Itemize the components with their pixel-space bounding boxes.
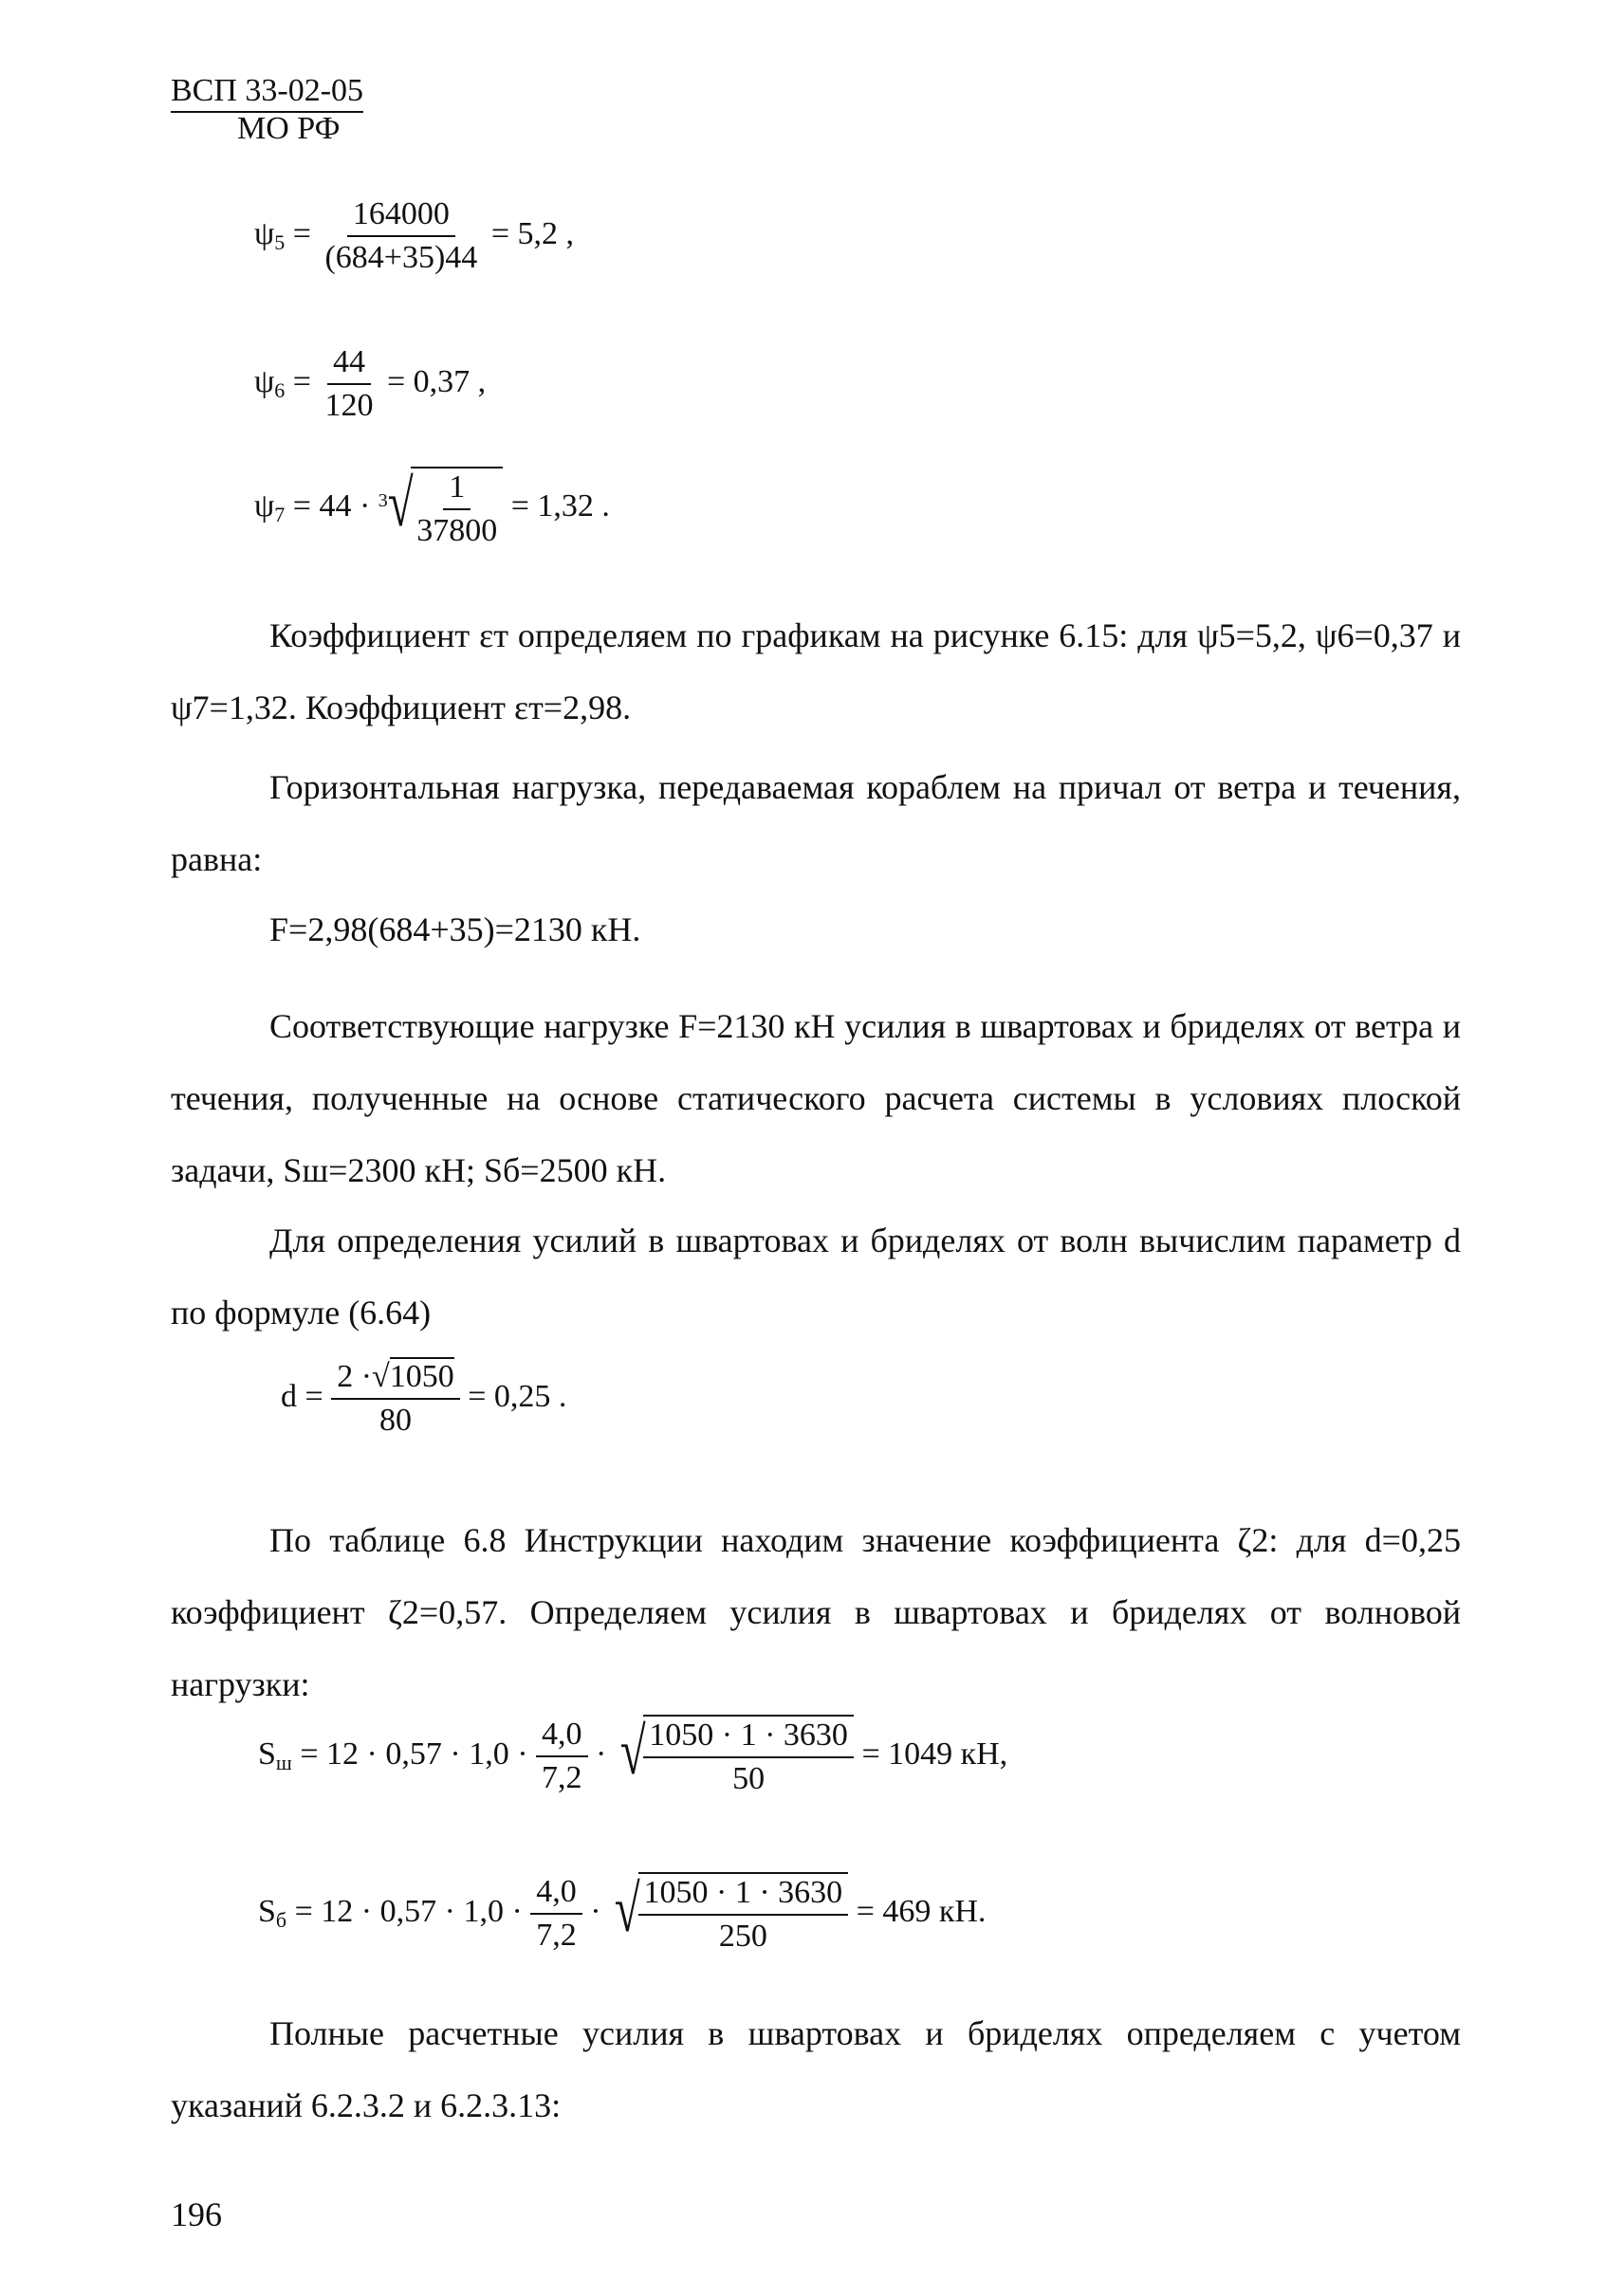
paragraph-parameter-d: Для определения усилий в швартовах и бриделях от волн вычислим параметр d по формуле (6.64) bbox=[171, 1221, 1461, 1332]
subscript: 5 bbox=[274, 230, 286, 254]
denominator: 250 bbox=[718, 1919, 767, 1954]
numerator: 4,0 bbox=[536, 1716, 588, 1757]
multiplication-dot: · bbox=[590, 1893, 601, 1929]
result: = 1049 кН, bbox=[861, 1736, 1008, 1772]
radical-sign: √ bbox=[614, 1873, 640, 1946]
equation-psi7 bbox=[254, 467, 610, 550]
denominator: 50 bbox=[732, 1761, 766, 1796]
formula-F: F=2,98(684+35)=2130 кН. bbox=[269, 910, 641, 948]
psi-symbol: ψ bbox=[254, 487, 275, 523]
result: = 1,32 . bbox=[510, 487, 610, 523]
numerator: 44 bbox=[327, 343, 371, 385]
equation-psi5: $\psi_5$ = $\frac{164000}{(684+35)44}$ = 5,2 , bbox=[254, 196, 574, 275]
subscript: 6 bbox=[274, 377, 286, 402]
numerator: 1 bbox=[443, 468, 471, 510]
psi-symbol: ψ bbox=[254, 215, 275, 251]
fraction bbox=[319, 343, 378, 425]
fraction bbox=[638, 1874, 849, 1956]
equation-S-b bbox=[258, 1872, 986, 1956]
equation-d bbox=[281, 1358, 566, 1440]
d-label: d = bbox=[281, 1378, 323, 1414]
multiplication-dot: · bbox=[596, 1736, 607, 1772]
equation-psi6: $\psi_6$ = $\frac{44}{120}$ = 0,37 , bbox=[254, 344, 487, 423]
result: = 469 кН. bbox=[856, 1893, 987, 1929]
result: = 0,37 , bbox=[386, 363, 487, 399]
paragraph-horizontal-load: Горизонтальная нагрузка, передаваемая кораблем на причал от ветра и течения, равна: bbox=[171, 768, 1461, 878]
subscript: ш bbox=[275, 1750, 292, 1774]
subscript: б bbox=[275, 1907, 287, 1932]
numerator-coefficient: 2 · bbox=[337, 1359, 373, 1394]
square-root bbox=[609, 1872, 848, 1956]
fraction bbox=[536, 1716, 588, 1797]
fraction bbox=[319, 195, 483, 277]
denominator: 7,2 bbox=[536, 1918, 577, 1953]
paragraph-forces: Соответствующие нагрузке F=2130 кН усилия в швартовах и бриделях от ветра и течения, полученные на основе статического расчета системы в условиях плоской задачи, Sш=2300 кН; Sб=2500 кН. bbox=[171, 1007, 1461, 1189]
square-root bbox=[615, 1715, 854, 1798]
result: = 5,2 , bbox=[490, 215, 574, 251]
paragraph-zeta: По таблице 6.8 Инструкции находим значение коэффициента ζ2: для d=0,25 коэффициент ζ2=0,57. Определяем усилия в швартовах и бриделях от волновой нагрузки: bbox=[171, 1521, 1461, 1703]
cube-root bbox=[378, 467, 503, 550]
S-symbol: S bbox=[258, 1736, 276, 1772]
radical-sign: √ bbox=[372, 1359, 390, 1394]
page-number: 196 bbox=[171, 2195, 222, 2233]
result: = 0,25 . bbox=[468, 1378, 567, 1414]
radicand: 1050 bbox=[389, 1359, 454, 1394]
fraction bbox=[331, 1358, 460, 1440]
paragraph-coefficient: Коэффициент εт определяем по графикам на рисунке 6.15: для ψ5=5,2, ψ6=0,37 и ψ7=1,32. Коэффициент εт=2,98. bbox=[171, 616, 1461, 726]
organization: МО РФ bbox=[237, 111, 341, 146]
paragraph-full-forces: Полные расчетные усилия в швартовах и бриделях определяем с учетом указаний 6.2.3.2 и 6.2.3.13: bbox=[171, 2014, 1461, 2124]
radical-sign: √ bbox=[387, 468, 414, 541]
fraction bbox=[411, 468, 503, 550]
denominator: 120 bbox=[324, 388, 374, 423]
fraction bbox=[530, 1873, 582, 1955]
numerator: 1050 · 1 · 3630 bbox=[643, 1717, 854, 1758]
denominator: (684+35)44 bbox=[324, 240, 478, 275]
document-code: ВСП 33-02-05 bbox=[171, 72, 363, 113]
coefficient: = 44 · bbox=[292, 487, 371, 523]
denominator: 7,2 bbox=[542, 1760, 582, 1795]
numerator: 1050 · 1 · 3630 bbox=[638, 1874, 849, 1916]
root-index: 3 bbox=[378, 490, 388, 511]
coefficient: = 12 · 0,57 · 1,0 · bbox=[294, 1893, 523, 1929]
subscript: 7 bbox=[274, 502, 286, 526]
coefficient: = 12 · 0,57 · 1,0 · bbox=[300, 1736, 528, 1772]
numerator bbox=[331, 1358, 460, 1400]
psi-symbol: ψ bbox=[254, 363, 275, 399]
numerator: 4,0 bbox=[530, 1873, 582, 1915]
denominator: 80 bbox=[378, 1403, 412, 1438]
equation-S-sh bbox=[258, 1715, 1007, 1798]
fraction bbox=[643, 1717, 854, 1798]
S-symbol: S bbox=[258, 1893, 276, 1929]
denominator: 37800 bbox=[416, 513, 498, 548]
radical-sign: √ bbox=[619, 1716, 646, 1789]
numerator: 164000 bbox=[347, 195, 455, 237]
